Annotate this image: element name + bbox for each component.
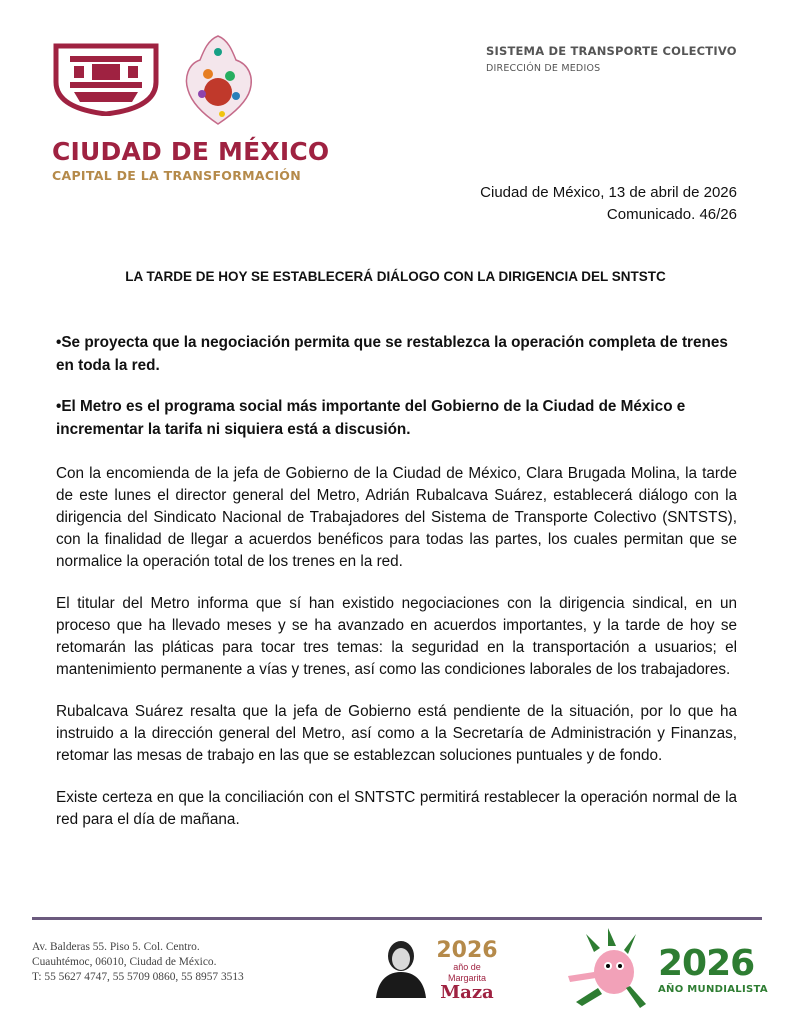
address-line: T: 55 5627 4747, 55 5709 0860, 55 8957 3513 <box>32 971 244 983</box>
paragraph: Existe certeza en que la conciliación con el SNTSTC permitirá restablecer la operación normal de la red para el día de mañana. <box>56 789 737 828</box>
footer-address <box>32 940 244 985</box>
world-cup-mascot-icon <box>556 928 656 1012</box>
paragraph: Con la encomienda de la jefa de Gobierno de la Ciudad de México, Clara Brugada Molina, la tarde de este lunes el director general del Metro, Adrián Rubalcava Suárez, establecerá diálogo con la dirigencia del Sindicato Nacional de Trabajadores del Sistema de Transporte Colectivo (SNTSTS), con la finalidad de llegar a acuerdos benéficos para todas las partes, los cuales permitan que se normalice la operación total de los trenes en la red. <box>56 465 737 570</box>
organization-department: DIRECCIÓN DE MEDIOS <box>486 63 601 74</box>
world-cup-emblem <box>658 943 768 995</box>
highlights <box>56 331 736 459</box>
wc-year: 2026 <box>658 943 755 984</box>
mm-caption: Margarita <box>447 973 486 983</box>
paragraph: El titular del Metro informa que sí han existido negociaciones con la dirigencia sindical, en un proceso que ha llevado meses y se ha avanzado en acuerdos importantes, y la tarde de hoy se retomarán las pláticas para tocar tres temas: la seguridad en la transportación a usuarios; el mantenimiento permanente a vías y trenes, así como las condiciones laborales de los trabajadores. <box>56 595 737 678</box>
dateline <box>480 182 737 226</box>
mm-caption: año de <box>453 962 481 972</box>
organization-name: SISTEMA DE TRANSPORTE COLECTIVO <box>486 44 737 58</box>
place-date: Ciudad de México, 13 de abril de 2026 <box>480 184 737 201</box>
body-text <box>56 463 737 851</box>
highlight-item: •Se proyecta que la negociación permita que se restablezca la operación completa de trenes en toda la red. <box>56 334 728 374</box>
footer-divider <box>32 917 762 920</box>
margarita-maza-portrait-icon <box>370 936 432 998</box>
cdmx-shield-icon <box>52 42 160 116</box>
city-subtitle: CAPITAL DE LA TRANSFORMACIÓN <box>52 168 301 183</box>
cdmx-heart-map-icon <box>178 30 258 130</box>
mm-year: 2026 <box>436 938 498 963</box>
highlight-item: •El Metro es el programa social más importante del Gobierno de la Ciudad de México e incrementar la tarifa ni siquiera está a discusión. <box>56 398 686 438</box>
margarita-maza-emblem <box>432 940 502 1002</box>
release-number: Comunicado. 46/26 <box>606 206 737 223</box>
mm-name: Maza <box>440 982 494 1003</box>
address-line: Cuauhtémoc, 06010, Ciudad de México. <box>32 956 217 968</box>
headline: LA TARDE DE HOY SE ESTABLECERÁ DIÁLOGO CON LA DIRIGENCIA DEL SNTSTC <box>125 269 666 284</box>
paragraph: Rubalcava Suárez resalta que la jefa de Gobierno está pendiente de la situación, por lo que ha instruido a la dirección general del Metro, así como a la Secretaría de Administración y Finanzas, retomar las mesas de trabajo en las que se establezcan soluciones puntuales y de fondo. <box>56 703 737 764</box>
address-line: Av. Balderas 55. Piso 5. Col. Centro. <box>32 941 200 953</box>
wc-caption: AÑO MUNDIALISTA <box>658 984 768 995</box>
city-title: CIUDAD DE MÉXICO <box>52 137 330 166</box>
